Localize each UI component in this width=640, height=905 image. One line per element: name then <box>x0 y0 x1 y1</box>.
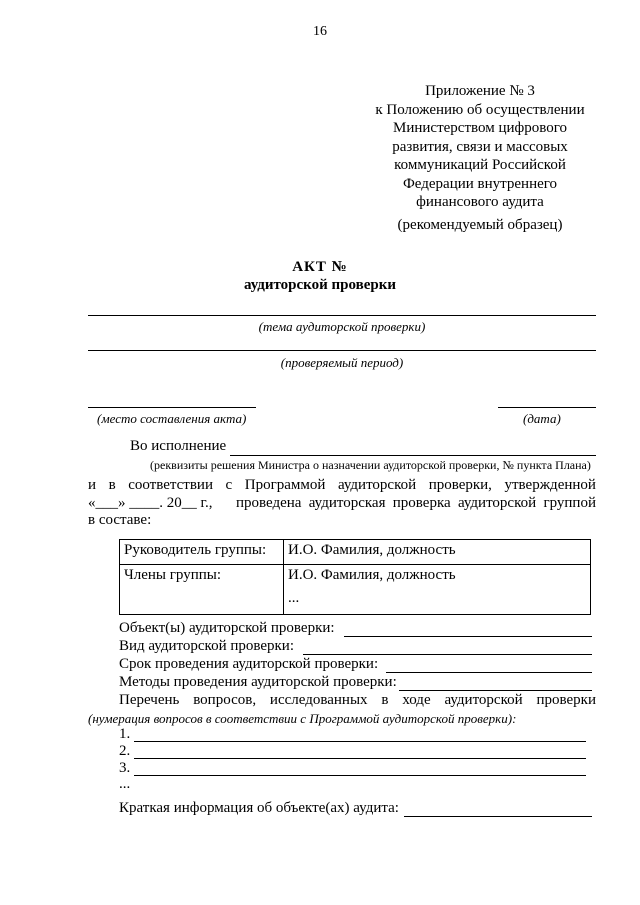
question-number: 3. <box>119 760 131 776</box>
topic-line <box>88 315 596 316</box>
paragraph-line-3: в составе: <box>88 512 152 528</box>
date-caption: (дата) <box>523 411 561 426</box>
type-line <box>303 654 592 655</box>
term-label: Срок проведения аудиторской проверки: <box>119 656 379 672</box>
word: в <box>108 477 116 493</box>
paragraph-line-2 <box>88 495 596 512</box>
question-number: 2. <box>119 743 131 759</box>
word: аудиторской <box>444 692 523 708</box>
question-number: 1. <box>119 726 131 742</box>
question-line-2 <box>134 758 586 759</box>
execution-label: Во исполнение <box>130 438 227 454</box>
value-cell <box>284 565 591 615</box>
word: утвержденной <box>504 477 596 493</box>
role-cell: Члены группы: <box>120 565 284 615</box>
word: группой <box>543 495 596 511</box>
appendix-line: развития, связи и массовых <box>392 138 568 155</box>
topic-caption: (тема аудиторской проверки) <box>258 319 426 334</box>
appendix-header <box>350 82 610 212</box>
word: вопросов, <box>193 692 257 708</box>
word: аудиторская <box>308 495 386 511</box>
word: проверки <box>536 692 596 708</box>
requisites-caption: (реквизиты решения Министра о назначении аудиторской проверки, № пункта Плана) <box>150 458 591 472</box>
appendix-line: Федерации внутреннего <box>402 175 558 192</box>
word: проведена <box>236 495 302 511</box>
word: проверки, <box>428 477 492 493</box>
appendix-line: Приложение № 3 <box>425 83 535 99</box>
place-caption: (место составления акта) <box>97 411 247 426</box>
methods-label: Методы проведения аудиторской проверки: <box>119 674 397 690</box>
word: Программой <box>244 477 326 493</box>
word: исследованных <box>269 692 368 708</box>
questions-ellipsis: ... <box>119 776 131 792</box>
word: и <box>88 477 97 493</box>
term-line <box>386 672 592 673</box>
sample-note: (рекомендуемый образец) <box>397 217 563 233</box>
methods-line <box>399 690 592 691</box>
value-cell: И.О. Фамилия, должность <box>284 540 591 565</box>
brief-label: Краткая информация об объекте(ах) аудита: <box>119 800 399 816</box>
period-caption: (проверяемый период) <box>280 355 404 370</box>
question-line-3 <box>134 775 586 776</box>
objects-label: Объект(ы) аудиторской проверки: <box>119 620 335 636</box>
act-title: АКТ № <box>292 259 348 275</box>
word: соответствии <box>128 477 213 493</box>
questions-heading <box>119 692 596 709</box>
objects-line <box>344 636 592 637</box>
paragraph-line-1 <box>88 477 596 494</box>
table-row <box>120 540 591 565</box>
appendix-line: коммуникаций Российской <box>394 157 566 173</box>
word: аудиторской <box>457 495 537 511</box>
member-ellipsis: ... <box>288 590 300 606</box>
word: с <box>225 477 233 493</box>
place-line <box>88 407 256 408</box>
date-line <box>498 407 596 408</box>
word: аудиторской <box>337 477 417 493</box>
role-cell: Руководитель группы: <box>120 540 284 565</box>
word: ходе <box>402 692 431 708</box>
date-placeholder: «___» ____. 20__ г., <box>88 495 213 511</box>
execution-line <box>230 455 596 456</box>
appendix-line: Министерством цифрового <box>393 120 567 136</box>
word: Перечень <box>119 692 180 708</box>
word: в <box>381 692 389 708</box>
brief-line <box>404 816 592 817</box>
appendix-line: финансового аудита <box>416 194 544 210</box>
act-subtitle: аудиторской проверки <box>243 277 397 293</box>
type-label: Вид аудиторской проверки: <box>119 638 295 654</box>
questions-note: (нумерация вопросов в соответствии с Программой аудиторской проверки): <box>88 711 517 726</box>
appendix-line: к Положению об осуществлении <box>375 101 585 118</box>
table-row <box>120 565 591 615</box>
period-line <box>88 350 596 351</box>
question-line-1 <box>134 741 586 742</box>
audit-group-table <box>119 539 591 615</box>
page-number: 16 <box>313 24 327 39</box>
word: проверка <box>392 495 451 511</box>
member-value: И.О. Фамилия, должность <box>288 567 456 583</box>
